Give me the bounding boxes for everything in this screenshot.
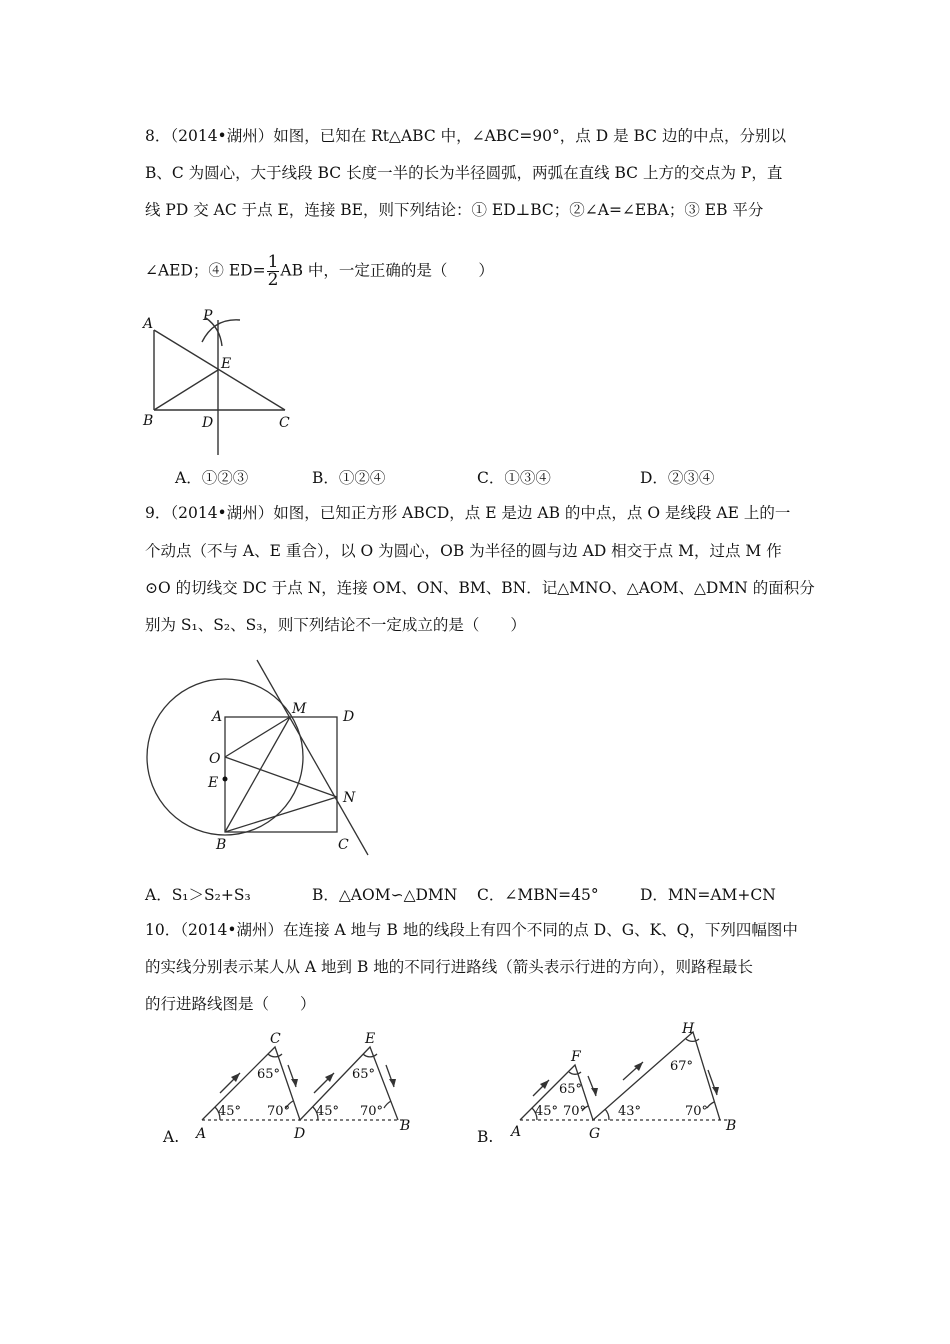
label-e: E bbox=[208, 775, 219, 791]
q8-option-d[interactable]: D．②③④ bbox=[640, 469, 715, 487]
angle-label: 43° bbox=[618, 1104, 642, 1119]
angle-label: 45° bbox=[218, 1104, 242, 1119]
q9-option-c[interactable]: C．∠MBN=45° bbox=[477, 886, 599, 904]
angle-arc bbox=[707, 1102, 714, 1108]
fraction-denominator: 2 bbox=[267, 270, 279, 290]
q8-figure bbox=[140, 300, 310, 460]
angle-label: 45° bbox=[535, 1104, 559, 1119]
q8-line-4-end: AB 中，一定正确的是（ ） bbox=[280, 261, 494, 280]
point-e bbox=[223, 777, 228, 782]
q9-option-a[interactable]: A．S₁＞S₂+S₃ bbox=[145, 886, 251, 904]
tangent-line-mn bbox=[257, 660, 368, 855]
angle-label: 65° bbox=[257, 1067, 281, 1082]
angle-label: 65° bbox=[352, 1067, 376, 1082]
label-o: O bbox=[209, 751, 221, 767]
fraction-numerator: 1 bbox=[267, 252, 279, 272]
label-b: B bbox=[726, 1118, 737, 1134]
q8-line-4-start: ∠AED；④ ED= bbox=[145, 261, 266, 280]
angle-arc bbox=[569, 1072, 581, 1074]
q10-line-2: 的实线分别表示某人从 A 地到 B 地的不同行进路线（箭头表示行进的方向），则路程最长 bbox=[145, 958, 754, 976]
label-c: C bbox=[338, 837, 349, 853]
q8-line-3: 线 PD 交 AC 于点 E，连接 BE，则下列结论：① ED⊥BC；②∠A=∠EBA；③ EB 平分 bbox=[145, 201, 764, 219]
label-a: A bbox=[511, 1124, 522, 1140]
label-a: A bbox=[196, 1126, 207, 1142]
q8-line-2: B、C 为圆心，大于线段 BC 长度一半的长为半径圆弧，两弧在直线 BC 上方的交点为 P，直 bbox=[145, 164, 783, 182]
q9-line-4: 别为 S₁、S₂、S₃，则下列结论不一定成立的是（ ） bbox=[145, 616, 526, 634]
label-n: N bbox=[343, 790, 356, 806]
q8-option-a[interactable]: A．①②③ bbox=[175, 469, 249, 487]
angle-label: 70° bbox=[267, 1104, 291, 1119]
label-e: E bbox=[365, 1031, 376, 1047]
label-c: C bbox=[270, 1031, 281, 1047]
q10-line-1: 10．（2014•湖州）在连接 A 地与 B 地的线段上有四个不同的点 D、G、K、Q，下列四幅图中 bbox=[145, 921, 798, 939]
q10-line-3: 的行进路线图是（ ） bbox=[145, 995, 316, 1013]
label-h: H bbox=[682, 1021, 695, 1037]
angle-arc bbox=[268, 1054, 282, 1057]
q9-line-3: ⊙O 的切线交 DC 于点 N，连接 OM、ON、BM、BN．记△MNO、△AOM、△DMN 的面积分 bbox=[145, 579, 815, 597]
label-e: E bbox=[221, 356, 232, 372]
label-c: C bbox=[279, 415, 290, 431]
label-f: F bbox=[571, 1049, 581, 1065]
fraction-one-half bbox=[267, 254, 280, 289]
q9-option-d[interactable]: D．MN=AM+CN bbox=[640, 886, 776, 904]
q9-option-b[interactable]: B．△AOM∽△DMN bbox=[312, 886, 458, 904]
label-d: D bbox=[202, 415, 214, 431]
label-b: B bbox=[143, 413, 154, 429]
angle-label: 45° bbox=[316, 1104, 340, 1119]
angle-arc bbox=[686, 1039, 699, 1041]
q9-line-2: 个动点（不与 A、E 重合），以 O 为圆心，OB 为半径的圆与边 AD 相交于点 M，过点 M 作 bbox=[145, 542, 782, 560]
label-a: A bbox=[212, 709, 223, 725]
q8-option-b[interactable]: B．①②④ bbox=[312, 469, 386, 487]
label-g: G bbox=[589, 1126, 601, 1142]
segment-om bbox=[225, 717, 290, 757]
label-b: B bbox=[400, 1118, 411, 1134]
q8-line-4 bbox=[145, 254, 494, 289]
q9-figure bbox=[140, 655, 380, 860]
angle-label: 67° bbox=[670, 1059, 694, 1074]
segment-be bbox=[154, 370, 218, 410]
q9-line-1: 9．（2014•湖州）如图，已知正方形 ABCD，点 E 是边 AB 的中点，点 O 是线段 AE 上的一 bbox=[145, 504, 791, 522]
angle-label: 70° bbox=[563, 1104, 587, 1119]
label-d: D bbox=[343, 709, 355, 725]
label-m: M bbox=[292, 701, 307, 717]
q8-line-1: 8．（2014•湖州）如图，已知在 Rt△ABC 中，∠ABC=90°，点 D 是 BC 边的中点，分别以 bbox=[145, 127, 786, 145]
q10-figure-a bbox=[190, 1030, 420, 1145]
label-d: D bbox=[294, 1126, 306, 1142]
angle-arc bbox=[384, 1101, 391, 1108]
label-b: B bbox=[216, 837, 227, 853]
angle-arc bbox=[605, 1109, 609, 1120]
angle-arc bbox=[363, 1054, 377, 1057]
label-p: P bbox=[203, 308, 213, 324]
angle-label: 65° bbox=[559, 1082, 583, 1097]
q8-option-c[interactable]: C．①③④ bbox=[477, 469, 551, 487]
segment-on bbox=[225, 757, 337, 797]
q10-option-b[interactable]: B. bbox=[477, 1128, 494, 1146]
q10-figure-b bbox=[505, 1020, 750, 1145]
angle-label: 70° bbox=[360, 1104, 384, 1119]
q10-option-a[interactable]: A. bbox=[163, 1128, 180, 1146]
angle-label: 70° bbox=[685, 1104, 709, 1119]
label-a: A bbox=[143, 316, 154, 332]
